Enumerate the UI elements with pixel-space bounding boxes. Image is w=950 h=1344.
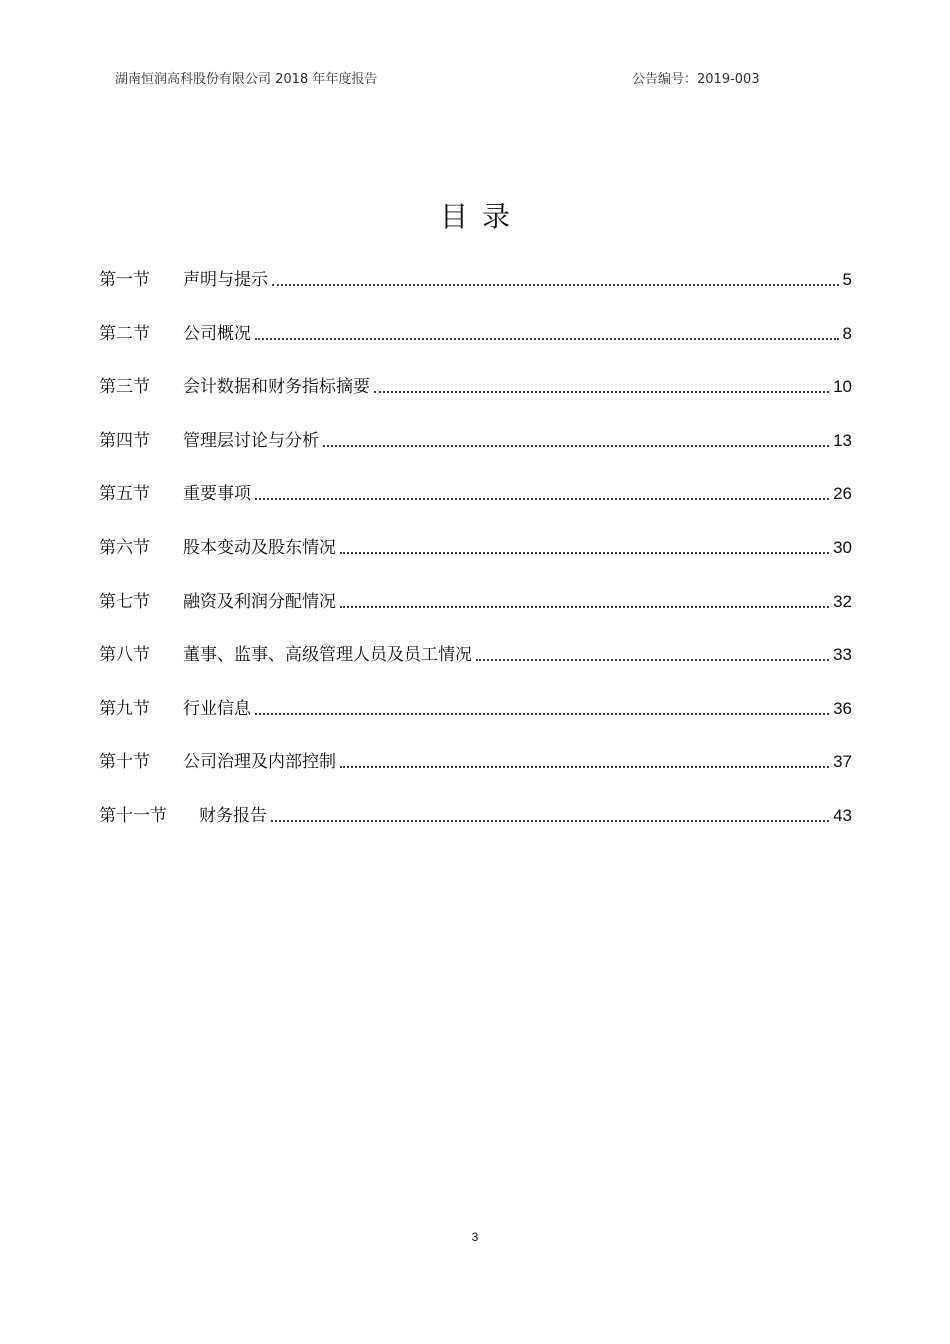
toc-dot-leader [340, 606, 829, 608]
toc-dot-leader [340, 766, 829, 768]
toc-section-number: 第五节 [99, 484, 150, 504]
toc-section-title: 重要事项 [183, 484, 251, 504]
toc-section-title: 公司概况 [183, 324, 251, 344]
toc-entry[interactable] [99, 426, 852, 456]
header-announcement-number: 公告编号：2019-003 [632, 72, 760, 87]
toc-entry[interactable] [99, 694, 852, 724]
toc-page-number: 13 [833, 431, 852, 450]
toc-page-number: 5 [842, 270, 852, 289]
toc-entry[interactable] [99, 265, 852, 295]
toc-page-number: 36 [833, 699, 852, 718]
toc-entry[interactable] [99, 587, 852, 617]
header-report-title: 湖南恒润高科股份有限公司 2018 年年度报告 [115, 72, 378, 87]
toc-section-number: 第六节 [99, 538, 150, 558]
toc-page-number: 10 [833, 377, 852, 396]
toc-section-number: 第八节 [99, 645, 150, 665]
toc-entry[interactable] [99, 801, 852, 831]
toc-entry[interactable] [99, 747, 852, 777]
page-footer-number: 3 [471, 1230, 479, 1244]
toc-section-title: 财务报告 [199, 806, 267, 826]
toc-dot-leader [255, 713, 829, 715]
toc-page-number: 43 [833, 806, 852, 825]
toc-entry[interactable] [99, 479, 852, 509]
toc-section-number: 第一节 [99, 270, 150, 290]
toc-dot-leader [323, 445, 829, 447]
toc-page-number: 8 [842, 324, 852, 343]
toc-page-number: 32 [833, 592, 852, 611]
toc-section-title: 管理层讨论与分析 [183, 431, 319, 451]
toc-section-number: 第二节 [99, 324, 150, 344]
toc-section-number: 第七节 [99, 592, 150, 612]
toc-section-number: 第三节 [99, 377, 150, 397]
toc-dot-leader [272, 284, 839, 286]
toc-section-title: 董事、监事、高级管理人员及员工情况 [183, 645, 472, 665]
toc-page-number: 30 [833, 538, 852, 557]
toc-section-title: 会计数据和财务指标摘要 [183, 377, 370, 397]
toc-dot-leader [476, 659, 829, 661]
toc-dot-leader [255, 498, 829, 500]
toc-entry[interactable] [99, 372, 852, 402]
toc-section-number: 第十一节 [99, 806, 167, 826]
toc-page-number: 26 [833, 484, 852, 503]
toc-section-title: 声明与提示 [183, 270, 268, 290]
toc-page-number: 37 [833, 752, 852, 771]
toc-dot-leader [340, 552, 829, 554]
toc-entry[interactable] [99, 640, 852, 670]
toc-section-title: 公司治理及内部控制 [183, 752, 336, 772]
toc-section-title: 融资及利润分配情况 [183, 592, 336, 612]
toc-entry[interactable] [99, 319, 852, 349]
toc-section-title: 股本变动及股东情况 [183, 538, 336, 558]
toc-section-number: 第四节 [99, 431, 150, 451]
toc-section-number: 第九节 [99, 699, 150, 719]
toc-section-title: 行业信息 [183, 699, 251, 719]
toc-dot-leader [255, 338, 839, 340]
page-title: 目录 [439, 200, 524, 233]
toc-page-number: 33 [833, 645, 852, 664]
toc-dot-leader [374, 391, 829, 393]
toc-section-number: 第十节 [99, 752, 150, 772]
toc-dot-leader [271, 820, 829, 822]
toc-entry[interactable] [99, 533, 852, 563]
